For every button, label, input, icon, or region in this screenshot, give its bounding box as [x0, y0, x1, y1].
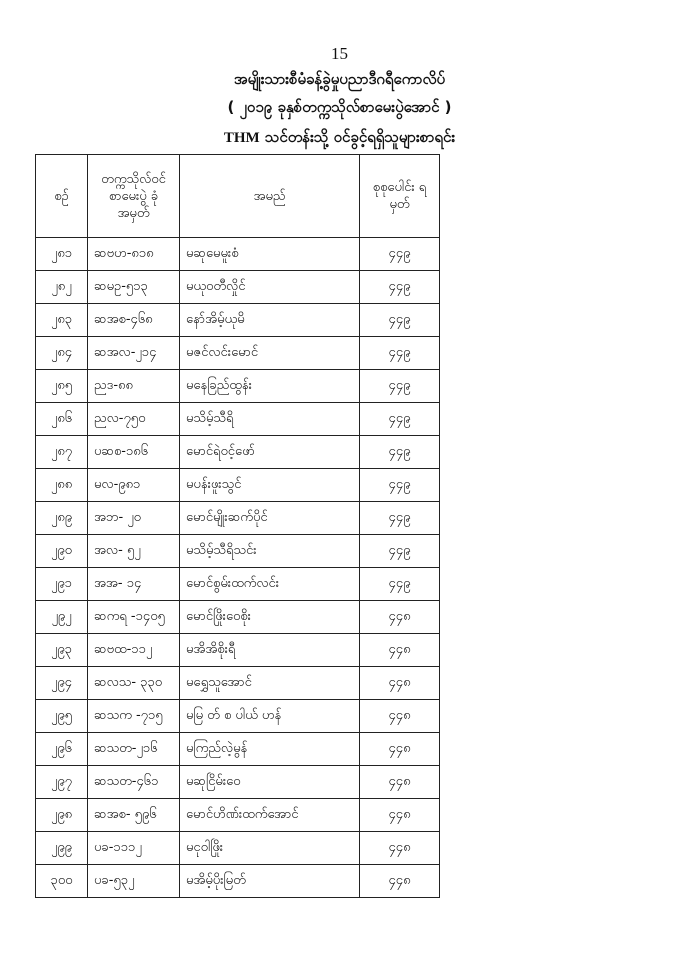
page-number: 15: [331, 44, 348, 63]
table-row: [36, 601, 440, 634]
score-cell: ၄၄၈: [360, 865, 440, 898]
serial-no-cell: ၂၈၉: [36, 502, 88, 535]
table-row: [36, 700, 440, 733]
serial-no-cell: ၂၉၃: [36, 634, 88, 667]
name-cell: မောင်စွမ်းထက်လင်း: [180, 568, 360, 601]
score-cell: ၄၄၉: [360, 370, 440, 403]
score-cell: ၄၄၈: [360, 766, 440, 799]
table-body: [36, 238, 440, 898]
score-cell: ၄၄၈: [360, 634, 440, 667]
name-cell: မငုဝါဖြိုး: [180, 832, 360, 865]
table-row: [36, 634, 440, 667]
name-cell: မောင်မျိုးဆက်ပိုင်: [180, 502, 360, 535]
roll-number-cell: ဆမဥ-၅၁၃: [88, 271, 180, 304]
serial-no-cell: ၂၉၂: [36, 601, 88, 634]
name-cell: မဇင်လင်းမောင်: [180, 337, 360, 370]
serial-no-cell: ၂၈၆: [36, 403, 88, 436]
roll-number-cell: အအ- ၁၄: [88, 568, 180, 601]
table-row: [36, 271, 440, 304]
table-row: [36, 865, 440, 898]
table-header-row: [36, 155, 440, 238]
roll-number-cell: ဆသတ-၄၆၁: [88, 766, 180, 799]
score-cell: ၄၄၉: [360, 304, 440, 337]
table-row: [36, 568, 440, 601]
score-cell: ၄၄၈: [360, 733, 440, 766]
score-cell: ၄၄၈: [360, 667, 440, 700]
name-cell: မသိမ့်သီရိ: [180, 403, 360, 436]
name-cell: မောင်ဟိဏ်းထက်အောင်: [180, 799, 360, 832]
table-row: [36, 403, 440, 436]
score-cell: ၄၄၉: [360, 469, 440, 502]
name-cell: မရွှေသူအောင်: [180, 667, 360, 700]
roll-number-cell: မလ-၉၈၁: [88, 469, 180, 502]
name-cell: မကြည်လဲ့မွန်: [180, 733, 360, 766]
name-cell: မောင်ဖြိုးဝေစိုး: [180, 601, 360, 634]
header-total-score: စုစုပေါင်း ရမှတ်: [360, 155, 440, 238]
score-cell: ၄၄၉: [360, 238, 440, 271]
name-cell: မဆုမေမူးစံ: [180, 238, 360, 271]
roll-number-cell: ပခ-၅၃၂: [88, 865, 180, 898]
name-cell: မအိမ့်ပိုးမြတ်: [180, 865, 360, 898]
roll-number-cell: အဘ- ၂၀: [88, 502, 180, 535]
serial-no-cell: ၂၈၄: [36, 337, 88, 370]
table-row: [36, 436, 440, 469]
roll-number-cell: ဆလသ- ၃၃၀: [88, 667, 180, 700]
serial-no-cell: ၂၉၅: [36, 700, 88, 733]
roll-number-cell: ဆဗထ-၁၁၂: [88, 634, 180, 667]
name-cell: မယုဝတီလှိုင်: [180, 271, 360, 304]
roll-number-cell: ဆသတ-၂၁၆: [88, 733, 180, 766]
roll-number-cell: ဆကရ -၁၄၀၅: [88, 601, 180, 634]
exam-year-subtitle: ( ၂၀၁၉ ခုနှစ်တက္ကသိုလ်စာမေးပွဲအောင် ): [227, 98, 452, 116]
roll-number-cell: ပခ-၁၁၁၂: [88, 832, 180, 865]
table-row: [36, 733, 440, 766]
score-cell: ၄၄၉: [360, 436, 440, 469]
name-cell: မောင်ရဲဝင့်ဖော်: [180, 436, 360, 469]
table-row: [36, 469, 440, 502]
score-cell: ၄၄၈: [360, 700, 440, 733]
serial-no-cell: ၂၉၉: [36, 832, 88, 865]
serial-no-cell: ၃၀၀: [36, 865, 88, 898]
serial-no-cell: ၂၈၅: [36, 370, 88, 403]
table-row: [36, 799, 440, 832]
score-cell: ၄၄၈: [360, 799, 440, 832]
roll-number-cell: ညလ-၇၅၀: [88, 403, 180, 436]
serial-no-cell: ၂၉၈: [36, 799, 88, 832]
table-row: [36, 238, 440, 271]
header-serial-no: စဉ်: [36, 155, 88, 238]
score-cell: ၄၄၉: [360, 535, 440, 568]
table-row: [36, 337, 440, 370]
serial-no-cell: ၂၈၈: [36, 469, 88, 502]
roll-number-cell: ဆသက -၇၁၅: [88, 700, 180, 733]
name-cell: မသိမ့်သီရိသင်း: [180, 535, 360, 568]
name-cell: မမြ တ် စ ပါယ် ဟန်: [180, 700, 360, 733]
serial-no-cell: ၂၈၂: [36, 271, 88, 304]
score-cell: ၄၄၉: [360, 403, 440, 436]
list-title-code: THM: [223, 130, 260, 146]
serial-no-cell: ၂၈၃: [36, 304, 88, 337]
name-cell: မဆုငြိမ်းဝေ: [180, 766, 360, 799]
roll-number-cell: ပဆစ-၁၈၆: [88, 436, 180, 469]
table-row: [36, 832, 440, 865]
institution-title: အမျိုးသားစီမံခန့်ခွဲမှုပညာဒီဂရီကောလိပ်: [233, 70, 446, 88]
list-title-text: သင်တန်းသို့ ဝင်ခွင့်ရရှိသူများစာရင်း: [259, 128, 456, 146]
roll-number-cell: အလ- ၅၂: [88, 535, 180, 568]
serial-no-cell: ၂၈၇: [36, 436, 88, 469]
admission-table: [35, 154, 440, 898]
score-cell: ၄၄၉: [360, 337, 440, 370]
roll-number-cell: ဆအလ-၂၁၄: [88, 337, 180, 370]
serial-no-cell: ၂၈၁: [36, 238, 88, 271]
list-title: [0, 128, 679, 150]
table-row: [36, 766, 440, 799]
name-cell: မအိအိစိုးရီ: [180, 634, 360, 667]
roll-number-cell: ညဒ-၈၈: [88, 370, 180, 403]
name-cell: မပန်းဖူးသွင်: [180, 469, 360, 502]
table-row: [36, 502, 440, 535]
serial-no-cell: ၂၉၇: [36, 766, 88, 799]
roll-number-cell: ဆအစ-၄၆၈: [88, 304, 180, 337]
table-row: [36, 304, 440, 337]
score-cell: ၄၄၈: [360, 832, 440, 865]
score-cell: ၄၄၉: [360, 502, 440, 535]
table-row: [36, 370, 440, 403]
table-row: [36, 535, 440, 568]
serial-no-cell: ၂၉၆: [36, 733, 88, 766]
header-roll-number: တက္ကသိုလ်ဝင် စာမေးပွဲ ခုံအမှတ်: [88, 155, 180, 238]
roll-number-cell: ဆဗဟ-၈၁၈: [88, 238, 180, 271]
roll-number-cell: ဆအစ- ၅၉၆: [88, 799, 180, 832]
score-cell: ၄၄၉: [360, 271, 440, 304]
name-cell: နော်အိမ့်ယုမိ: [180, 304, 360, 337]
serial-no-cell: ၂၉၁: [36, 568, 88, 601]
name-cell: မနေခြည်ထွန်း: [180, 370, 360, 403]
header-name: အမည်: [180, 155, 360, 238]
serial-no-cell: ၂၉၀: [36, 535, 88, 568]
table-row: [36, 667, 440, 700]
score-cell: ၄၄၈: [360, 601, 440, 634]
score-cell: ၄၄၉: [360, 568, 440, 601]
serial-no-cell: ၂၉၄: [36, 667, 88, 700]
